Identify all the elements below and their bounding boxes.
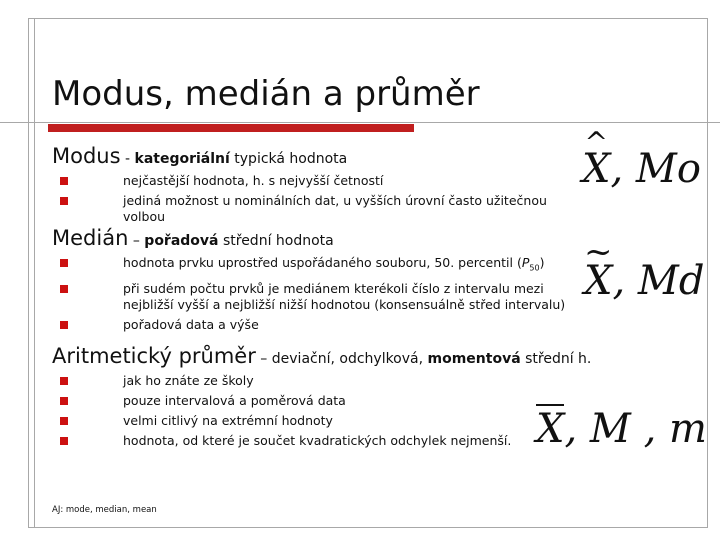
mean-separator: – (255, 351, 272, 367)
mean-description: střední h. (520, 351, 592, 367)
modus-strong: kategoriální (134, 151, 230, 167)
list-item: jak ho znáte ze školy (60, 373, 590, 389)
list-item: hodnota, od které je součet kvadratických odchylek nejmenší. (60, 433, 590, 449)
modus-description: typická hodnota (229, 151, 348, 167)
mean-strong: momentová (427, 351, 521, 367)
x-bar-symbol: X (536, 406, 565, 452)
x-hat-symbol: X ^ (582, 146, 610, 192)
modus-term: Modus (52, 144, 121, 168)
title-divider-line (0, 122, 720, 123)
median-description: střední hodnota (218, 233, 334, 249)
median-heading (52, 226, 334, 250)
list-item: hodnota prvku uprostřed uspořádaného souboru, 50. percentil $(P_{50})$ (60, 255, 590, 277)
modus-list (60, 173, 590, 229)
list-item: nejčastější hodnota, h. s nejvyšší četností (60, 173, 590, 189)
x-tilde-symbol: X ~ (584, 258, 612, 304)
frame-vertical-line (34, 18, 35, 528)
mean-formula-rest: , M , m (564, 406, 707, 452)
list-item: pořadová data a výše (60, 317, 590, 333)
list-item: pouze intervalová a poměrová data (60, 393, 590, 409)
median-term: Medián (52, 226, 129, 250)
median-separator: – (128, 233, 145, 249)
median-formula (584, 258, 704, 304)
slide-title: Modus, medián a průměr (52, 74, 480, 114)
list-item: velmi citlivý na extrémní hodnoty (60, 413, 590, 429)
mean-formula (536, 406, 707, 452)
modus-separator: - (120, 151, 135, 167)
modus-formula (582, 146, 701, 192)
mean-term: Aritmetický průměr (52, 344, 256, 368)
modus-heading (52, 144, 347, 168)
list-item: při sudém počtu prvků je mediánem kterékoli číslo z intervalu mezi nejbližší vyšší a nejbližší nižší hodnotou (konsensuálně střed intervalu) (60, 281, 590, 313)
median-list (60, 255, 590, 337)
footnote: AJ: mode, median, mean (52, 505, 157, 515)
mean-heading (52, 344, 591, 368)
median-strong: pořadová (144, 233, 219, 249)
mean-pre: deviační, odchylková, (271, 351, 428, 367)
list-item: jediná možnost u nominálních dat, u vyšších úrovní často užitečnou volbou (60, 193, 590, 225)
title-accent-bar (48, 124, 414, 132)
mean-list (60, 373, 590, 453)
modus-formula-rest: , Mo (610, 146, 701, 192)
median-formula-rest: , Md (612, 258, 705, 304)
